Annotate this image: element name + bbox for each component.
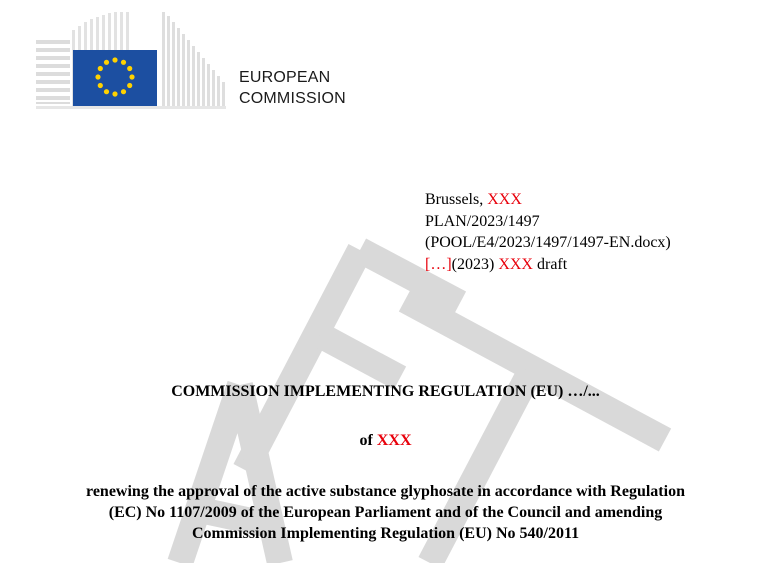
document-number-placeholder: […] (425, 255, 452, 273)
document-number-line (425, 254, 671, 276)
regulation-subject (0, 481, 771, 544)
org-name-line1: EUROPEAN (239, 69, 331, 86)
of-prefix: of (359, 432, 377, 449)
status-placeholder: XXX (498, 255, 533, 273)
document-reference-block (425, 189, 671, 275)
eu-flag-icon (73, 50, 157, 106)
subject-line-3: Commission Implementing Regulation (EU) No 540/2011 (191, 525, 580, 542)
year-text: (2023) (451, 255, 499, 273)
subject-line-2: (EC) No 1107/2009 of the European Parliament and of the Council and amending (108, 504, 663, 521)
place-date-line (425, 189, 671, 211)
date-placeholder: XXX (487, 191, 522, 208)
organization-name (239, 67, 346, 109)
plan-reference: PLAN/2023/1497 (425, 212, 540, 230)
regulation-title: COMMISSION IMPLEMENTING REGULATION (EU) …/... (171, 383, 600, 400)
file-reference: (POOL/E4/2023/1497/1497-EN.docx) (425, 234, 671, 251)
status-text: draft (532, 255, 568, 273)
org-name-line2: COMMISSION (239, 90, 346, 107)
subject-line-1: renewing the approval of the active substance glyphosate in accordance with Regulation (86, 483, 685, 500)
of-date-placeholder: XXX (376, 432, 412, 449)
regulation-date-line (0, 430, 771, 451)
place-text: Brussels, (425, 191, 488, 208)
